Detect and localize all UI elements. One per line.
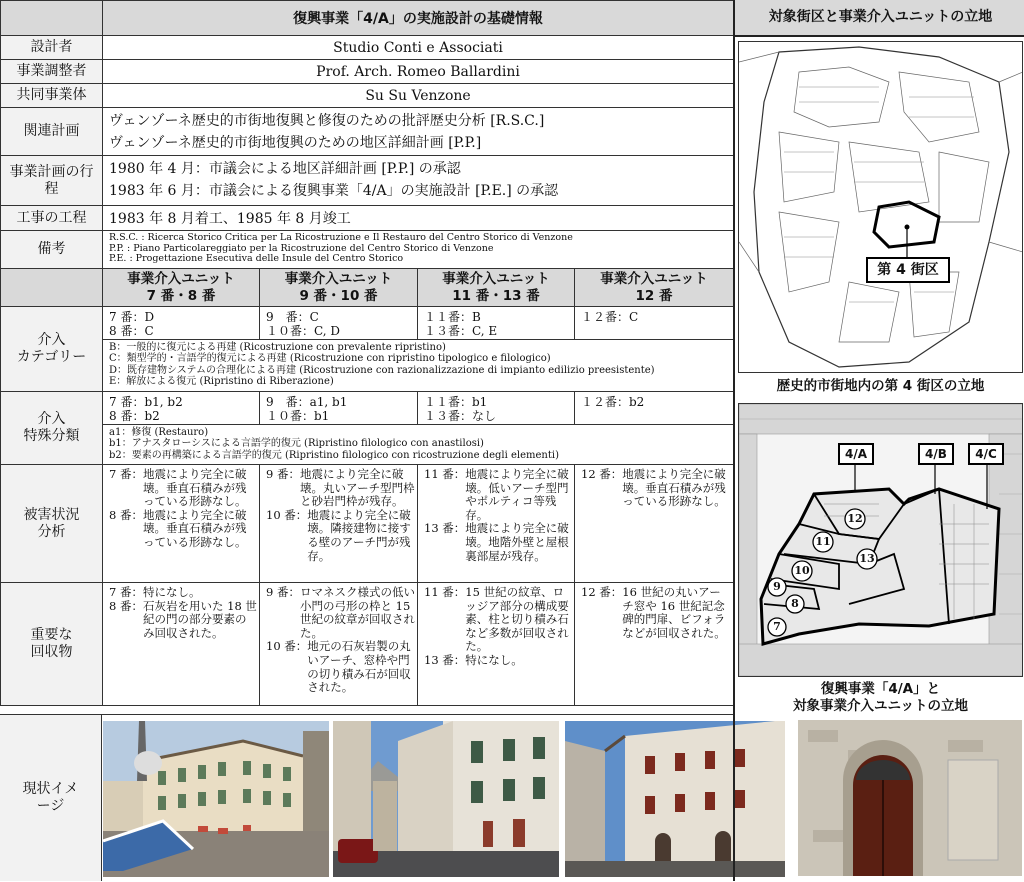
unit-marker-7: 7 — [773, 620, 781, 633]
special-cell: 7 番：b1, b2 8 番：b2 — [103, 392, 260, 425]
related-line: ヴェンゾーネ歴史的市街地復興のための地区詳細計画 [P.P.] — [109, 135, 482, 151]
value-joint: Su Su Venzone — [103, 84, 734, 108]
schedule-line: 1980 年 4 月：市議会による地区詳細計画 [P.P.] の承認 — [109, 161, 461, 177]
label-remarks: 備考 — [1, 231, 103, 269]
label-damage: 被害状況 分析 — [1, 465, 103, 583]
special-legend: a1：修復 (Restauro) b1：アナスタローシスによる言語学的復元 (Ripristino filologico con anastilosi) b2：要素の再構築による言語学的復元 (Ripristino filologico con ricostruzione degli elementi) — [103, 425, 734, 465]
label-schedule: 事業計画の行程 — [1, 156, 103, 206]
label-category: 介入 カテゴリー — [1, 307, 103, 392]
remark-line: R.S.C. : Ricerca Storico Critica per La Ricostruzione e Il Restauro del Centro Storico di Venzone — [109, 232, 573, 243]
damage-cell: 7 番： 地震により完全に破壊。垂直石積みが残っている形跡なし。 8 番： 地震により完全に破壊。垂直石積みが残っている形跡なし。 — [103, 465, 260, 583]
label-related: 関連計画 — [1, 108, 103, 156]
category-cell: 9 番：C １０番：C, D — [260, 307, 418, 340]
category-legend: B：一般的に復元による再建 (Ricostruzione con prevalente ripristino) C：類型学的・言語学的復元による再建 (Ricostruzione con ripristino tipologico e filologico) D：既存建物システムの合理化による再建 (Ricostruzione con razionalizzazione di impianto edilizio preesistente) E：解放による復元 (Ripristino di Riberazione) — [103, 340, 734, 392]
label-special: 介入 特殊分類 — [1, 392, 103, 465]
photo-piazza — [103, 721, 329, 877]
tag-4b: 4/B — [925, 447, 947, 461]
recovered-cell: 9 番： ロマネスク様式の低い小門の弓形の枠と 15 世紀の紋章が回収された。 10 番： 地元の石灰岩製の丸いアーチ、窓枠や門の切り積み石が回収された。 — [260, 583, 418, 706]
table-title: 復興事業「4/A」の実施設計の基礎情報 — [103, 1, 734, 36]
damage-cell: 12 番： 地震により完全に破壊。垂直石積みが残っている形跡なし。 — [575, 465, 734, 583]
corner-cell — [1, 1, 103, 36]
value-designer: Studio Conti e Associati — [103, 36, 734, 60]
photo-street-mountain — [333, 721, 559, 877]
label-recovered: 重要な 回収物 — [1, 583, 103, 706]
remark-line: P.E. : Progettazione Esecutiva delle Insule del Centro Storico — [109, 253, 404, 264]
label-designer: 設計者 — [1, 36, 103, 60]
value-coordinator: Prof. Arch. Romeo Ballardini — [103, 60, 734, 84]
damage-cell: 11 番： 地震により完全に破壊。低いアーチ型門やポルティコ等残存。 13 番： 地震により完全に破壊。地階外壁と屋根裏部屋が残存。 — [418, 465, 575, 583]
value-construction: 1983 年 8 月着工、1985 年 8 月竣工 — [103, 206, 734, 231]
district-label: 第 4 街区 — [877, 262, 939, 278]
map-panel — [733, 0, 1024, 881]
unit-marker-8: 8 — [791, 597, 799, 610]
units-corner — [1, 269, 103, 307]
recovered-cell: 11 番： 15 世紀の紋章、ロッジア部分の構成要素、柱と切り積み石など多数が回収された。 13 番： 特になし。 — [418, 583, 575, 706]
special-cell: 9 番：a1, b1 １０番：b1 — [260, 392, 418, 425]
label-images: 現状イメージ — [0, 715, 102, 881]
unit-marker-12: 12 — [847, 512, 863, 525]
town-map-drawing — [739, 42, 1023, 372]
images-row — [0, 714, 733, 882]
value-remarks — [103, 231, 734, 269]
unit-marker-11: 11 — [815, 535, 831, 548]
unit-header-3: 事業介入ユニット 11 番・13 番 — [418, 269, 575, 307]
label-joint: 共同事業体 — [1, 84, 103, 108]
category-cell: １１番：B １３番：C, E — [418, 307, 575, 340]
tag-4c: 4/C — [975, 447, 997, 461]
unit-header-2: 事業介入ユニット 9 番・10 番 — [260, 269, 418, 307]
town-map — [738, 41, 1023, 373]
map1-caption: 歴史的市街地内の第 4 街区の立地 — [776, 378, 985, 394]
unit-header-4: 事業介入ユニット 12 番 — [575, 269, 734, 307]
remark-line: P.P. : Piano Particolareggiato per la Ricostruzione del Centro Storico di Venzone — [109, 242, 494, 254]
unit-header-1: 事業介入ユニット 7 番・8 番 — [103, 269, 260, 307]
category-cell: １２番：C — [575, 307, 734, 340]
special-cell: １１番：b1 １３番：なし — [418, 392, 575, 425]
damage-cell: 9 番： 地震により完全に破壊。丸いアーチ型門枠と砂岩門枠が残存。 10 番： 地震により完全に破壊。隣接建物に接する壁のアーチ門が残存。 — [260, 465, 418, 583]
value-related — [103, 108, 734, 156]
recovered-cell: 12 番： 16 世紀の丸いアーチ窓や 16 世紀記念碑的門扉、ビフォラなどが回収された。 — [575, 583, 734, 706]
value-schedule — [103, 156, 734, 206]
tag-4a: 4/A — [844, 447, 868, 461]
schedule-line: 1983 年 6 月：市議会による復興事業「4/A」の実施設計 [P.E.] の承認 — [109, 183, 559, 199]
unit-marker-9: 9 — [773, 580, 781, 593]
unit-marker-10: 10 — [794, 564, 810, 577]
map2-caption: 復興事業「4/A」と 対象事業介入ユニットの立地 — [793, 681, 968, 714]
category-cell: 7 番：D 8 番：C — [103, 307, 260, 340]
label-coordinator: 事業調整者 — [1, 60, 103, 84]
special-cell: １２番：b2 — [575, 392, 734, 425]
unit-marker-13: 13 — [859, 552, 875, 565]
recovered-cell: 7 番： 特になし。 8 番： 石灰岩を用いた 18 世紀の門の部分要素のみ回収された。 — [103, 583, 260, 706]
map-panel-title: 対象街区と事業介入ユニットの立地 — [735, 0, 1024, 37]
label-construction: 工事の工程 — [1, 206, 103, 231]
photo-strip — [103, 721, 729, 877]
unit-map — [738, 403, 1023, 677]
related-line: ヴェンゾーネ歴史的市街地復興と修復のための批評歴史分析 [R.S.C.] — [109, 113, 545, 129]
